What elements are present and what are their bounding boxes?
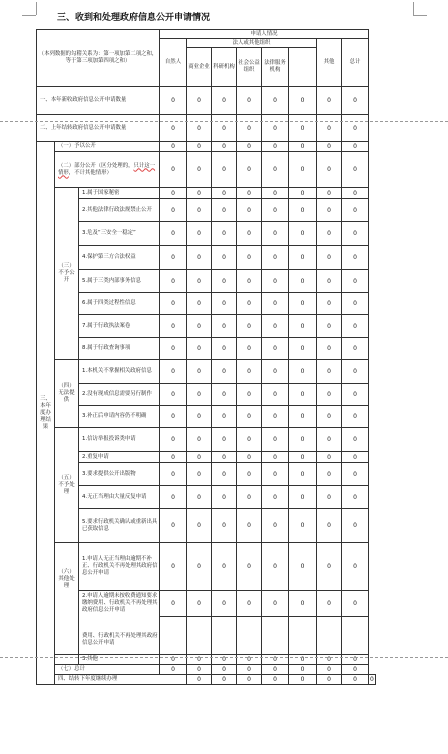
row-label (55, 152, 160, 188)
value-cell: 0 (160, 188, 187, 199)
value-cell: 0 (187, 270, 212, 293)
value-cell: 0 (262, 199, 289, 222)
header-natural: 自然人 (160, 39, 187, 87)
value-cell: 0 (160, 338, 187, 360)
value-cell: 0 (370, 676, 374, 683)
value-cell: 0 (342, 428, 369, 452)
value-cell: 0 (262, 406, 289, 428)
disclosure-table (36, 29, 376, 685)
value-cell: 0 (317, 543, 342, 591)
value-cell: 0 (212, 360, 237, 384)
value-cell: 0 (212, 246, 237, 270)
value-cell: 0 (289, 665, 317, 675)
row-label: 3.要求提供公开出版物 (79, 463, 160, 486)
value-cell: 0 (237, 246, 262, 270)
value-cell: 0 (317, 293, 342, 315)
value-cell: 0 (187, 115, 212, 142)
value-cell: 0 (262, 675, 289, 685)
value-cell: 0 (212, 87, 237, 115)
value-cell: 0 (262, 360, 289, 384)
value-cell: 0 (317, 246, 342, 270)
value-cell: 0 (212, 591, 237, 617)
value-cell: 0 (289, 188, 317, 199)
row-label: 一、本年新收政府信息公开申请数量 (37, 87, 160, 115)
value-cell: 0 (160, 152, 187, 188)
value-cell: 0 (262, 246, 289, 270)
row-label: 3.危及“三安全一稳定” (79, 222, 160, 246)
value-cell: 0 (212, 655, 237, 665)
value-cell: 0 (342, 543, 369, 591)
value-cell: 0 (289, 406, 317, 428)
row-label: （一）予以公开 (55, 142, 160, 152)
value-cell: 0 (237, 293, 262, 315)
value-cell: 0 (317, 188, 342, 199)
page-break-line (0, 121, 448, 122)
row-label: 2.申请人逾期未按收费通知要求缴纳费用、行政机关不再处理其政府信息公开申请 (79, 591, 160, 617)
value-cell: 0 (160, 591, 187, 617)
value-cell: 0 (160, 270, 187, 293)
value-cell: 0 (212, 452, 237, 463)
group-label: （三）不予公开 (55, 188, 79, 360)
row-label: 4.保护第三方合法权益 (79, 246, 160, 270)
value-cell: 0 (342, 152, 369, 188)
value-cell: 0 (160, 384, 187, 406)
value-cell: 0 (342, 142, 369, 152)
value-cell: 0 (237, 486, 262, 509)
value-cell: 0 (160, 315, 187, 338)
value-cell: 0 (187, 293, 212, 315)
value-cell: 0 (160, 463, 187, 486)
value-cell: 0 (187, 428, 212, 452)
value-cell: 0 (342, 509, 369, 543)
value-cell: 0 (262, 142, 289, 152)
crop-mark (413, 15, 427, 16)
value-cell: 0 (262, 486, 289, 509)
value-cell: 0 (237, 115, 262, 142)
header-total: 总计 (342, 39, 369, 87)
value-cell: 0 (237, 463, 262, 486)
group-label: （五）不予处理 (55, 428, 79, 543)
page-break-line (0, 657, 448, 658)
value-cell: 0 (160, 452, 187, 463)
header-legal: 法人或其他组织 (187, 39, 317, 48)
value-cell: 0 (342, 188, 369, 199)
value-cell: 0 (289, 655, 317, 665)
value-cell: 0 (160, 486, 187, 509)
value-cell: 0 (187, 338, 212, 360)
value-cell: 0 (237, 452, 262, 463)
value-cell: 0 (160, 293, 187, 315)
value-cell: 0 (187, 152, 212, 188)
row-label: 1.信访举报投诉类申请 (79, 428, 160, 452)
value-cell: 0 (317, 152, 342, 188)
value-cell: 0 (160, 406, 187, 428)
value-cell: 0 (342, 115, 369, 142)
row-label: 1.本机关不掌握相关政府信息 (79, 360, 160, 384)
row-label: 1.申请人无正当理由逾期不补正、行政机关不再处理其政府信息公开申请 (79, 543, 160, 591)
value-cell: 0 (212, 675, 237, 685)
value-cell: 0 (342, 315, 369, 338)
value-cell: 0 (262, 384, 289, 406)
value-cell: 0 (237, 428, 262, 452)
value-cell: 0 (237, 665, 262, 675)
value-cell: 0 (262, 665, 289, 675)
value-cell: 0 (237, 188, 262, 199)
value-cell: 0 (187, 199, 212, 222)
value-cell: 0 (289, 152, 317, 188)
row-label: 3.其他 (79, 655, 160, 665)
value-cell: 0 (317, 665, 342, 675)
value-cell: 0 (237, 591, 262, 617)
value-cell: 0 (237, 222, 262, 246)
value-cell: 0 (237, 509, 262, 543)
row-label-part: （二）部分公开（区分处理的， (58, 162, 134, 169)
value-cell: 0 (187, 543, 212, 591)
header-other: 其他 (317, 39, 342, 87)
value-cell: 0 (187, 142, 212, 152)
value-cell: 0 (262, 293, 289, 315)
value-cell: 0 (187, 315, 212, 338)
value-cell: 0 (317, 360, 342, 384)
value-cell: 0 (237, 543, 262, 591)
value-cell: 0 (289, 246, 317, 270)
value-cell: 0 (317, 199, 342, 222)
value-cell: 0 (317, 87, 342, 115)
value-cell: 0 (212, 486, 237, 509)
value-cell: 0 (187, 463, 212, 486)
value-cell: 0 (317, 315, 342, 338)
value-cell: 0 (289, 360, 317, 384)
value-cell: 0 (342, 199, 369, 222)
value-cell: 0 (160, 142, 187, 152)
value-cell: 0 (262, 115, 289, 142)
value-cell: 0 (262, 222, 289, 246)
value-cell: 0 (289, 428, 317, 452)
header-commercial: 商业企业 (187, 48, 212, 87)
value-cell: 0 (212, 115, 237, 142)
row-label: 5.要求行政机关确认或重新出具已获取信息 (79, 509, 160, 543)
value-cell: 0 (262, 452, 289, 463)
value-cell: 0 (317, 222, 342, 246)
crop-mark (22, 15, 36, 16)
value-cell: 0 (317, 463, 342, 486)
value-cell: 0 (212, 270, 237, 293)
value-cell: 0 (317, 675, 342, 685)
value-cell: 0 (187, 406, 212, 428)
value-cell: 0 (317, 486, 342, 509)
row-label: 8.属于行政查询事项 (79, 338, 160, 360)
value-cell: 0 (187, 591, 212, 617)
value-cell: 0 (262, 428, 289, 452)
value-cell: 0 (212, 142, 237, 152)
group-label: （六）其他处理 (55, 543, 79, 617)
value-cell: 0 (237, 152, 262, 188)
row-label: 7.属于行政执法案卷 (79, 315, 160, 338)
value-cell: 0 (289, 675, 317, 685)
value-cell: 0 (342, 222, 369, 246)
value-cell: 0 (317, 428, 342, 452)
row-label: 二、上年结转政府信息公开申请数量 (37, 115, 160, 142)
value-cell: 0 (212, 152, 237, 188)
value-cell: 0 (212, 293, 237, 315)
value-cell: 0 (317, 338, 342, 360)
value-cell: 0 (262, 655, 289, 665)
value-cell: 0 (342, 463, 369, 486)
value-cell: 0 (212, 428, 237, 452)
value-cell: 0 (289, 486, 317, 509)
row-label: 6.属于四类过程性信息 (79, 293, 160, 315)
value-cell: 0 (187, 665, 212, 675)
value-cell: 0 (237, 315, 262, 338)
value-cell: 0 (160, 665, 187, 675)
value-cell: 0 (342, 338, 369, 360)
value-cell: 0 (187, 452, 212, 463)
value-cell: 0 (160, 222, 187, 246)
value-cell: 0 (212, 665, 237, 675)
section-title: 三、收到和处理政府信息公开申请情况 (57, 13, 211, 23)
value-cell: 0 (237, 675, 262, 685)
value-cell: 0 (342, 406, 369, 428)
value-cell: 0 (187, 87, 212, 115)
value-cell: 0 (212, 509, 237, 543)
value-cell: 0 (289, 293, 317, 315)
value-cell: 0 (187, 675, 212, 685)
value-cell: 0 (212, 384, 237, 406)
value-cell: 0 (317, 406, 342, 428)
value-cell: 0 (342, 293, 369, 315)
header-research: 科研机构 (212, 48, 237, 87)
value-cell: 0 (187, 246, 212, 270)
value-cell: 0 (212, 188, 237, 199)
value-cell: 0 (187, 222, 212, 246)
row-label: 1.属于国家秘密 (79, 188, 160, 199)
value-cell: 0 (289, 315, 317, 338)
value-cell: 0 (317, 452, 342, 463)
value-cell: 0 (187, 486, 212, 509)
value-cell: 0 (237, 199, 262, 222)
value-cell: 0 (317, 142, 342, 152)
value-cell: 0 (289, 384, 317, 406)
row-label: 2.其他法律行政法规禁止公开 (79, 199, 160, 222)
value-cell: 0 (317, 115, 342, 142)
value-cell: 0 (187, 188, 212, 199)
header-legal-service: 法律服务机构 (262, 48, 289, 87)
value-cell: 0 (212, 338, 237, 360)
value-cell: 0 (187, 655, 212, 665)
value-cell: 0 (262, 152, 289, 188)
value-cell: 0 (237, 142, 262, 152)
value-cell: 0 (262, 270, 289, 293)
value-cell: 0 (237, 384, 262, 406)
value-cell: 0 (237, 338, 262, 360)
value-cell: 0 (262, 463, 289, 486)
header-note: （本列数据的勾稽关系为：第一项加第二项之和，等于第三项加第四项之和） (37, 30, 160, 87)
value-cell: 0 (160, 246, 187, 270)
value-cell: 0 (237, 360, 262, 384)
row-label: 四、结转下年度继续办理 (55, 675, 187, 685)
value-cell: 0 (342, 270, 369, 293)
value-cell: 0 (289, 452, 317, 463)
value-cell: 0 (289, 222, 317, 246)
value-cell: 0 (160, 655, 187, 665)
spell-check-mark: 只计这一情形 (58, 162, 156, 176)
value-cell: 0 (237, 87, 262, 115)
value-cell: 0 (262, 591, 289, 617)
value-cell: 0 (262, 87, 289, 115)
row-label: （七）总计 (55, 665, 160, 675)
value-cell: 0 (317, 384, 342, 406)
value-cell: 0 (342, 655, 369, 665)
value-cell: 0 (289, 87, 317, 115)
value-cell: 0 (160, 428, 187, 452)
value-cell: 0 (289, 463, 317, 486)
group-label: （四）无法提供 (55, 360, 79, 428)
value-cell: 0 (262, 188, 289, 199)
value-cell: 0 (237, 406, 262, 428)
value-cell: 0 (160, 509, 187, 543)
value-cell: 0 (187, 384, 212, 406)
value-cell: 0 (289, 338, 317, 360)
value-cell: 0 (342, 384, 369, 406)
row-label: 2.没有现成信息需要另行制作 (79, 384, 160, 406)
value-cell: 0 (342, 665, 369, 675)
value-cell: 0 (160, 115, 187, 142)
value-cell: 0 (160, 543, 187, 591)
value-cell: 0 (237, 655, 262, 665)
value-cell: 0 (289, 591, 317, 617)
row-label: 4.无正当理由大量反复申请 (79, 486, 160, 509)
value-cell: 0 (342, 591, 369, 617)
row-label: 3.补正后申请内容仍不明确 (79, 406, 160, 428)
value-cell: 0 (212, 199, 237, 222)
group-label: 三、本年度办理结果 (37, 142, 55, 685)
header-social: 社会公益组织 (237, 48, 262, 87)
value-cell: 0 (317, 591, 342, 617)
crop-mark (413, 2, 414, 15)
value-cell: 0 (289, 142, 317, 152)
value-cell: 0 (212, 315, 237, 338)
row-label: 费用、行政机关不再处理其政府信息公开申请 (79, 627, 160, 655)
value-cell: 0 (342, 360, 369, 384)
row-label: 5.属于三类内部事务信息 (79, 270, 160, 293)
value-cell: 0 (317, 270, 342, 293)
value-cell: 0 (212, 543, 237, 591)
row-label-part: ，不计其他情形） (68, 169, 112, 176)
value-cell: 0 (187, 509, 212, 543)
value-cell: 0 (187, 360, 212, 384)
row-label: 2.重复申请 (79, 452, 160, 463)
value-cell: 0 (289, 115, 317, 142)
value-cell: 0 (262, 509, 289, 543)
value-cell: 0 (317, 655, 342, 665)
value-cell: 0 (342, 87, 369, 115)
value-cell: 0 (160, 87, 187, 115)
value-cell: 0 (317, 509, 342, 543)
value-cell: 0 (342, 246, 369, 270)
crop-mark (36, 2, 37, 15)
value-cell: 0 (262, 543, 289, 591)
value-cell: 0 (160, 360, 187, 384)
value-cell: 0 (212, 406, 237, 428)
header-applicant: 申请人情况 (160, 30, 369, 39)
value-cell: 0 (289, 199, 317, 222)
value-cell: 0 (212, 222, 237, 246)
value-cell: 0 (212, 463, 237, 486)
value-cell: 0 (262, 338, 289, 360)
value-cell: 0 (342, 452, 369, 463)
value-cell: 0 (262, 315, 289, 338)
value-cell: 0 (160, 199, 187, 222)
value-cell: 0 (237, 270, 262, 293)
value-cell: 0 (342, 486, 369, 509)
value-cell: 0 (289, 509, 317, 543)
value-cell: 0 (342, 675, 369, 685)
value-cell: 0 (289, 270, 317, 293)
value-cell: 0 (289, 543, 317, 591)
